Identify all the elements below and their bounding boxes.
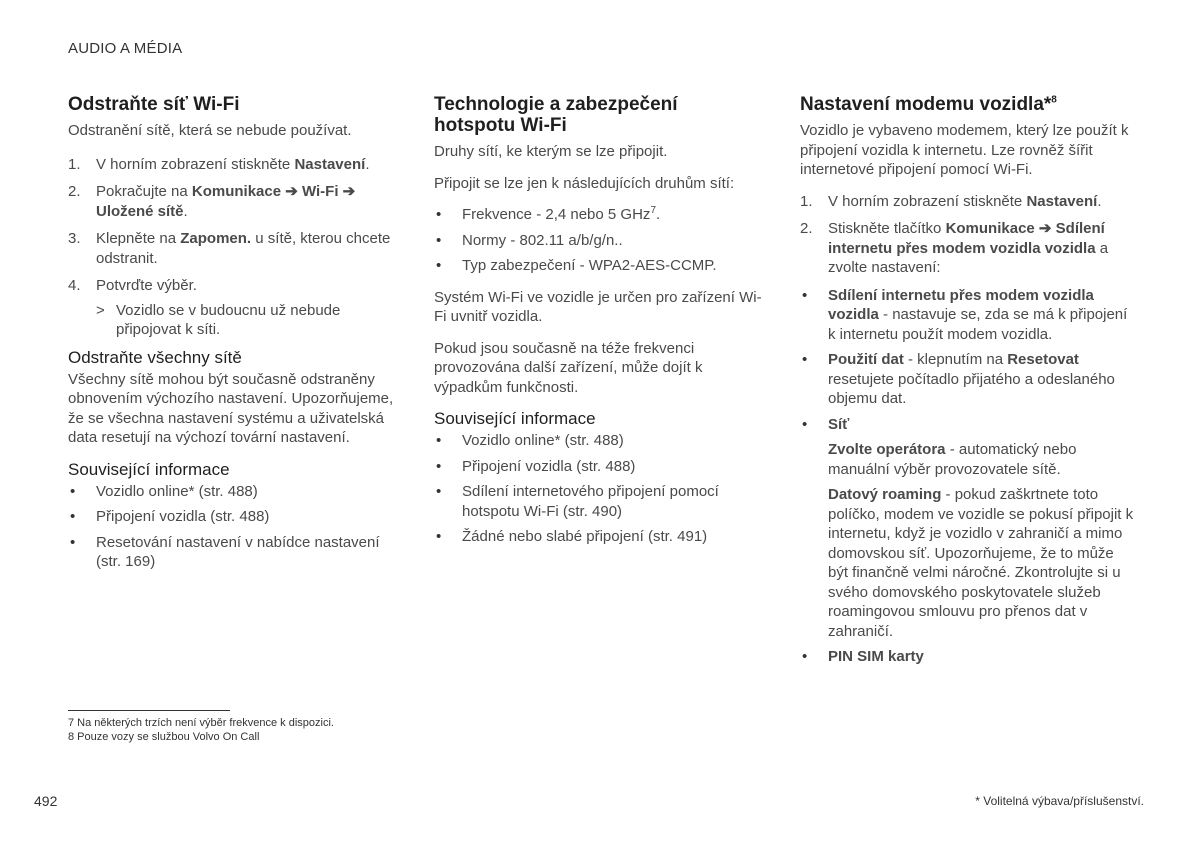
setting-name: PIN SIM karty bbox=[828, 648, 924, 665]
sub-setting-desc: - pokud zaškrtnete toto políčko, modem ve vozidle se pokusí připojit k internetu, když je vozidlo v zahraničí a mimo domovskou síť. Upozorňujeme, že to může být finančně velmi náročné. Zkontrolujte si u svého domovského poskytovatele služeb roamingovou smlouvu pro přenos dat v zahraničí. bbox=[828, 486, 1134, 640]
paragraph: Systém Wi-Fi ve vozidle je určen pro zařízení Wi-Fi uvnitř vozidla. bbox=[434, 288, 762, 325]
step-number: 1. bbox=[68, 155, 81, 173]
step-text: V horním zobrazení stiskněte bbox=[96, 155, 295, 173]
setting-keyword: Resetovat bbox=[1007, 351, 1079, 368]
related-info-title: Související informace bbox=[434, 409, 596, 428]
steps-list bbox=[800, 192, 1135, 278]
related-link[interactable]: • Vozidlo online* (str. 488) bbox=[68, 482, 398, 502]
section-title-wifi-security: Technologie a zabezpečení hotspotu Wi-Fi bbox=[434, 94, 678, 136]
footnote: 7 Na některých trzích není výběr frekvence k dispozici. bbox=[68, 717, 334, 729]
step-item bbox=[800, 219, 1135, 278]
footnote-ref: 8 bbox=[1051, 94, 1057, 106]
step-item bbox=[68, 182, 398, 221]
step-text: V horním zobrazení stiskněte bbox=[828, 192, 1027, 210]
related-link[interactable]: • Vozidlo online* (str. 488) bbox=[434, 431, 764, 451]
result-marker: > bbox=[96, 301, 105, 319]
page-number: 492 bbox=[34, 793, 58, 809]
item-text: Frekvence - 2,4 nebo 5 GHz bbox=[462, 206, 651, 223]
step-keyword: Zapomen. bbox=[180, 230, 252, 247]
section-header: AUDIO A MÉDIA bbox=[68, 40, 183, 57]
sub-setting-desc: - automatický nebo manuální výběr provozovatele sítě. bbox=[828, 441, 1077, 478]
step-text: a zvolte nastavení: bbox=[828, 239, 1109, 276]
result-text: Vozidlo se v budoucnu už nebude připojovat k síti. bbox=[116, 301, 341, 338]
footnotes bbox=[68, 710, 368, 744]
step-result bbox=[96, 301, 398, 340]
setting-name: Sdílení internetu přes modem vozidla vozidla bbox=[828, 286, 1094, 323]
step-text: Klepněte na bbox=[96, 230, 181, 247]
column-wifi-security bbox=[434, 94, 764, 559]
section-title-remove-network: Odstraňte síť Wi-Fi bbox=[68, 94, 240, 115]
step-text: . bbox=[1097, 192, 1102, 210]
footer-note: * Volitelná výbava/příslušenství. bbox=[975, 794, 1144, 808]
related-link[interactable]: • Žádné nebo slabé připojení (str. 491) bbox=[434, 527, 764, 547]
related-list bbox=[68, 482, 398, 572]
setting-item bbox=[800, 286, 1135, 345]
sub-setting-name: Datový roaming bbox=[828, 486, 942, 503]
step-keyword: Nastavení bbox=[294, 155, 366, 173]
settings-list bbox=[800, 286, 1135, 667]
setting-item bbox=[800, 415, 1135, 642]
step-number: 4. bbox=[68, 277, 81, 294]
step-text: . bbox=[365, 155, 370, 173]
step-number: 3. bbox=[68, 230, 81, 247]
setting-item bbox=[800, 350, 1135, 409]
section-title-remove-all: Odstraňte všechny sítě bbox=[68, 347, 242, 367]
step-text: Potvrďte výběr. bbox=[96, 277, 197, 294]
sub-setting bbox=[828, 440, 1135, 479]
section-title-modem bbox=[800, 94, 1135, 115]
list-item: • Typ zabezpečení - WPA2-AES-CCMP. bbox=[434, 256, 764, 276]
steps-list bbox=[68, 155, 398, 340]
sub-setting-name: Zvolte operátora bbox=[828, 441, 946, 458]
footnote: 8 Pouze vozy se službou Volvo On Call bbox=[68, 731, 260, 743]
step-item bbox=[68, 229, 398, 268]
step-item bbox=[68, 276, 398, 340]
setting-desc: - klepnutím na bbox=[903, 351, 1008, 368]
related-list bbox=[434, 431, 764, 547]
related-link[interactable]: • Sdílení internetového připojení pomocí hotspotu Wi-Fi (str. 490) bbox=[434, 482, 764, 521]
sub-setting bbox=[828, 485, 1135, 641]
section-intro: Vozidlo je vybaveno modemem, který lze použít k připojení vozidla k internetu. Lze rovněž šířit internetové připojení pomocí Wi-Fi. bbox=[800, 122, 1129, 178]
related-link[interactable]: • Připojení vozidla (str. 488) bbox=[434, 457, 764, 477]
setting-item bbox=[800, 647, 1135, 667]
item-text: . bbox=[656, 206, 661, 223]
step-text: . bbox=[183, 202, 188, 220]
paragraph: Připojit se lze jen k následujících druhům sítí: bbox=[434, 174, 735, 192]
step-keyword: Komunikace ➔ Sdílení internetu přes modem vozidla vozidla bbox=[828, 220, 1105, 257]
related-info-title: Související informace bbox=[68, 459, 230, 479]
related-link[interactable]: • Připojení vozidla (str. 488) bbox=[68, 507, 398, 527]
step-item bbox=[800, 192, 1135, 212]
step-text: Pokračujte na bbox=[96, 183, 192, 200]
related-link[interactable]: • Resetování nastavení v nabídce nastavení (str. 169) bbox=[68, 533, 398, 572]
step-keyword: Komunikace ➔ Wi-Fi ➔ Uložené sítě bbox=[96, 183, 356, 220]
title-text: Nastavení modemu vozidla* bbox=[800, 94, 1052, 115]
setting-desc: - nastavuje se, zda se má k připojení k internetu použít modem vozidla. bbox=[828, 306, 1128, 343]
step-item bbox=[68, 155, 398, 175]
footnote-divider bbox=[68, 710, 230, 711]
setting-desc: resetujete počítadlo přijatého a odeslaného objemu dat. bbox=[828, 370, 1115, 407]
step-number: 1. bbox=[800, 192, 813, 210]
list-item bbox=[434, 205, 764, 225]
footnote-ref: 7 bbox=[650, 205, 656, 216]
column-modem-settings bbox=[800, 94, 1135, 679]
setting-name: Síť bbox=[828, 415, 850, 433]
step-keyword: Nastavení bbox=[1026, 192, 1098, 210]
step-number: 2. bbox=[68, 183, 81, 200]
setting-name: Použití dat bbox=[828, 351, 904, 368]
paragraph: Pokud jsou současně na téže frekvenci provozována další zařízení, může dojít k výpadkům funkčnosti. bbox=[434, 339, 703, 396]
step-text: u sítě, kterou chcete odstranit. bbox=[96, 230, 391, 267]
step-text: Stiskněte tlačítko bbox=[828, 220, 946, 237]
section-intro: Druhy sítí, ke kterým se lze připojit. bbox=[434, 143, 668, 160]
network-types-list bbox=[434, 205, 764, 276]
remove-all-text: Všechny sítě mohou být současně odstraněny obnovením výchozího nastavení. Upozorňujeme, že se všechna nastavení systému a uživatelská data resetují na výchozí tovární nastavení. bbox=[68, 370, 394, 446]
step-number: 2. bbox=[800, 220, 813, 237]
section-intro: Odstranění sítě, která se nebude používat. bbox=[68, 122, 352, 139]
column-remove-wifi bbox=[68, 94, 398, 584]
list-item: • Normy - 802.11 a/b/g/n.. bbox=[434, 231, 764, 251]
